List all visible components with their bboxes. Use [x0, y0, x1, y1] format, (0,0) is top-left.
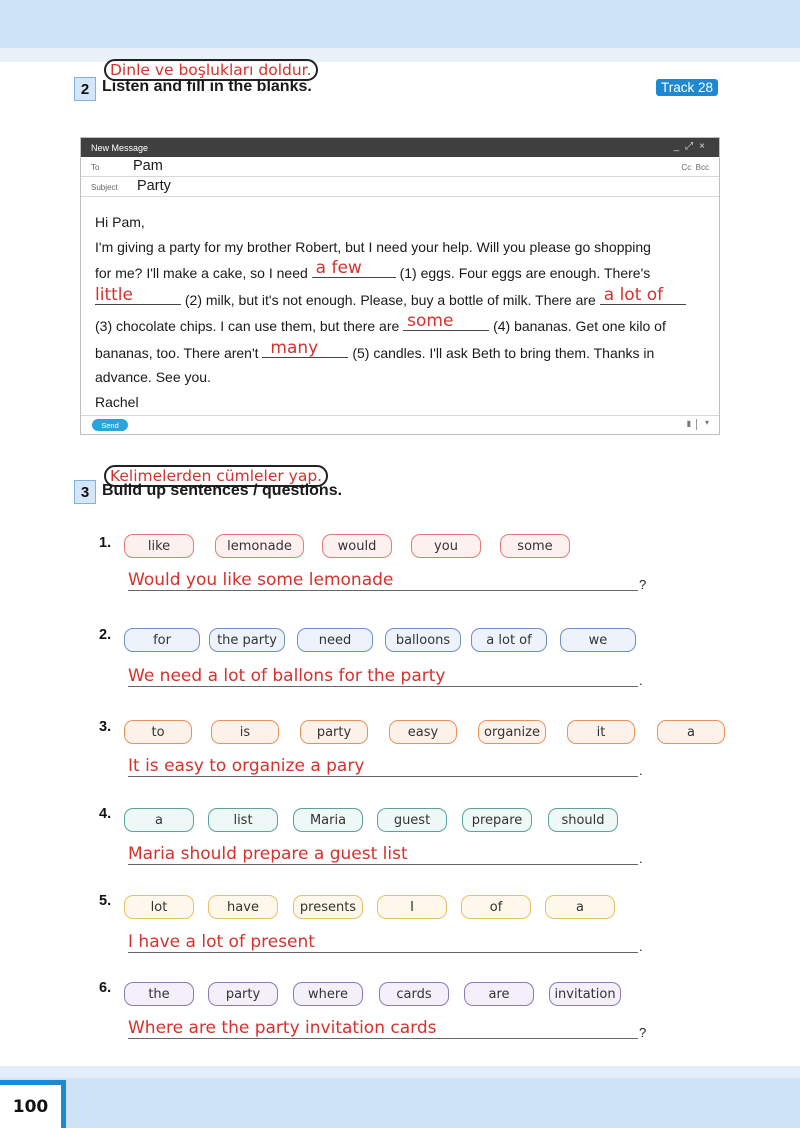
item-number: 3. [99, 719, 112, 735]
word-chip[interactable]: the [124, 982, 194, 1006]
text-segment: (5) candles. I'll ask Beth to bring them. Thanks in [352, 344, 655, 361]
to-row[interactable] [81, 157, 719, 177]
blank-4 [403, 312, 489, 331]
cc-bcc-links[interactable] [681, 163, 709, 172]
exercise-heading-2: Listen and fill in the blanks. [102, 78, 312, 95]
email-greeting: Hi Pam, [95, 214, 145, 230]
word-chip[interactable]: is [211, 720, 279, 744]
email-line-6: advance. See you. [95, 369, 211, 385]
blank-2 [95, 286, 181, 305]
turkish-instruction-2: Dinle ve boşlukları doldur. [104, 59, 318, 81]
answer-line[interactable] [128, 932, 638, 953]
blank-3-answer: a lot of [603, 284, 664, 305]
word-chip[interactable]: invitation [549, 982, 621, 1006]
top-banner [0, 0, 800, 48]
email-line-5 [95, 339, 705, 366]
word-chip[interactable]: for [124, 628, 200, 652]
word-chip[interactable]: a lot of [471, 628, 547, 652]
answer-line[interactable] [128, 570, 638, 591]
answer-text: Would you like some lemonade [128, 570, 394, 590]
word-chip[interactable]: a [124, 808, 194, 832]
word-chip[interactable]: a [545, 895, 615, 919]
blank-5 [262, 339, 348, 358]
word-chip[interactable]: guest [377, 808, 447, 832]
word-chip[interactable]: the party [209, 628, 285, 652]
word-chip[interactable]: it [567, 720, 635, 744]
email-line-3 [95, 286, 705, 313]
expand-icon[interactable]: ⤢ [685, 141, 700, 152]
blank-2-answer: little [95, 284, 133, 305]
item-number: 1. [99, 535, 112, 551]
blank-4-answer: some [407, 311, 454, 331]
word-chip[interactable]: party [208, 982, 278, 1006]
blank-1 [312, 259, 396, 278]
word-chip[interactable]: party [300, 720, 368, 744]
answer-text: Where are the party invitation cards [128, 1018, 437, 1038]
word-chip[interactable]: lot [124, 895, 194, 919]
cc-link[interactable]: Cc [681, 163, 692, 172]
close-icon[interactable]: × [699, 141, 711, 152]
more-options-icon[interactable]: ▾ [704, 418, 709, 427]
word-chip[interactable]: presents [293, 895, 363, 919]
email-signature: Rachel [95, 393, 139, 410]
answer-text: I have a lot of present [128, 932, 315, 952]
to-label: To [91, 163, 100, 172]
word-chip[interactable]: Maria [293, 808, 363, 832]
text-segment: for me? I'll make a cake, so I need [95, 265, 308, 281]
text-segment: bananas, too. There aren't [95, 344, 259, 361]
word-chip[interactable]: I [377, 895, 447, 919]
subject-row[interactable] [81, 177, 719, 197]
answer-text: We need a lot of ballons for the party [128, 666, 446, 686]
bottom-strip [0, 1066, 800, 1078]
word-chip[interactable]: balloons [385, 628, 461, 652]
subject-field[interactable]: Party [137, 178, 171, 194]
answer-punctuation: ? [639, 577, 647, 592]
minimize-icon[interactable]: _ [673, 141, 686, 152]
answer-text: It is easy to organize a pary [128, 756, 365, 776]
trash-icon[interactable]: ▮ [686, 419, 691, 428]
word-chip[interactable]: where [293, 982, 363, 1006]
word-chip[interactable]: need [297, 628, 373, 652]
email-body[interactable] [95, 210, 705, 414]
answer-punctuation: . [639, 763, 643, 778]
email-window [80, 137, 720, 435]
word-chip[interactable]: organize [478, 720, 546, 744]
word-chip[interactable]: like [124, 534, 194, 558]
word-chip[interactable]: easy [389, 720, 457, 744]
turkish-instruction-3: Kelimelerden cümleler yap. [104, 465, 328, 487]
item-number: 5. [99, 893, 112, 909]
email-line-2 [95, 259, 705, 286]
text-segment: (4) bananas. Get one kilo of [493, 318, 666, 334]
text-segment: (2) milk, but it's not enough. Please, buy a bottle of milk. There are [184, 291, 596, 308]
answer-line[interactable] [128, 666, 638, 687]
divider [696, 419, 697, 430]
blank-1-answer: a few [315, 258, 362, 278]
word-chip[interactable]: to [124, 720, 192, 744]
track-badge[interactable]: Track 28 [656, 79, 718, 96]
answer-line[interactable] [128, 756, 638, 777]
text-segment: (3) chocolate chips. I can use them, but there are [95, 318, 400, 334]
item-number: 6. [99, 980, 112, 996]
word-chip[interactable]: have [208, 895, 278, 919]
subject-label: Subject [91, 183, 118, 192]
bcc-link[interactable]: Bcc [695, 163, 709, 172]
answer-punctuation: . [639, 673, 643, 688]
blank-3 [600, 286, 686, 305]
word-chip[interactable]: you [411, 534, 481, 558]
email-footer [81, 415, 719, 434]
item-number: 2. [99, 627, 112, 643]
word-chip[interactable]: are [464, 982, 534, 1006]
email-window-title: New Message [91, 142, 149, 153]
text-segment: (1) eggs. Four eggs are enough. There's [399, 265, 651, 281]
answer-punctuation: . [639, 851, 643, 866]
word-chip[interactable]: a [657, 720, 725, 744]
answer-line[interactable] [128, 844, 638, 865]
word-chip[interactable]: we [560, 628, 636, 652]
word-chip[interactable]: should [548, 808, 618, 832]
exercise-number-2: 2 [74, 77, 96, 101]
page-number: 100 [0, 1080, 66, 1128]
to-field[interactable]: Pam [133, 158, 163, 174]
word-chip[interactable]: list [208, 808, 278, 832]
word-chip[interactable]: would [322, 534, 392, 558]
word-chip[interactable]: of [461, 895, 531, 919]
answer-text: Maria should prepare a guest list [128, 844, 408, 864]
answer-line[interactable] [128, 1018, 638, 1039]
exercise-heading-3: Build up sentences / questions. [102, 482, 343, 499]
blank-5-answer: many [270, 337, 319, 358]
exercise-number-3: 3 [74, 480, 96, 504]
word-chip[interactable]: some [500, 534, 570, 558]
item-number: 4. [99, 806, 112, 822]
word-chip[interactable]: prepare [462, 808, 532, 832]
answer-punctuation: ? [639, 1025, 647, 1040]
answer-punctuation: . [639, 939, 643, 954]
word-chip[interactable]: cards [379, 982, 449, 1006]
email-line-4 [95, 312, 705, 339]
window-controls [674, 141, 711, 152]
email-titlebar [81, 138, 719, 157]
email-line-1: I'm giving a party for my brother Robert, but I need your help. Will you please go shopping [95, 238, 651, 255]
send-button[interactable]: Send [92, 419, 128, 431]
word-chip[interactable]: lemonade [215, 534, 304, 558]
